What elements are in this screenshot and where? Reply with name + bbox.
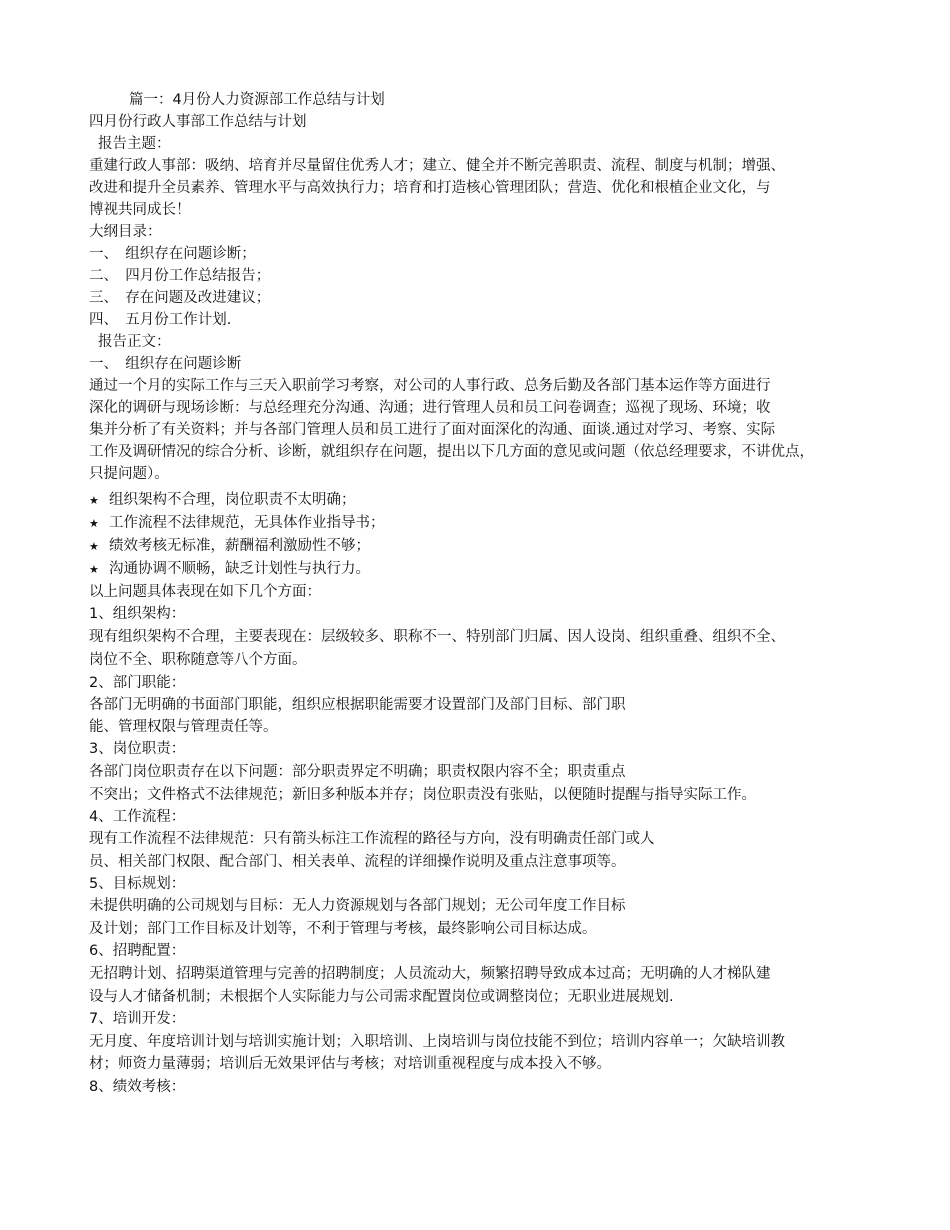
paragraph-line: 不突出；文件格式不法律规范；新旧多种版本并存；岗位职责没有张贴，以便随时提醒与指导实际工作。	[89, 787, 756, 803]
outline-item: 一、 组织存在问题诊断；	[89, 246, 256, 262]
subsection-heading: 1、组织架构：	[89, 606, 186, 622]
paragraph-line: 工作及调研情况的综合分析、诊断，就组织存在问题，提出以下几方面的意见或问题（依总经理要求，不讲优点，	[89, 444, 814, 460]
section-label: 报告主题：	[98, 136, 171, 152]
subsection-heading: 6、招聘配置：	[89, 943, 186, 959]
paragraph-line: 各部门无明确的书面部门职能，组织应根据职能需要才设置部门及部门目标、部门职	[89, 697, 626, 713]
paragraph-line: 及计划；部门工作目标及计划等，不利于管理与考核，最终影响公司目标达成。	[89, 921, 597, 937]
star-bullet-icon: ★	[89, 563, 99, 576]
paragraph-line: 集并分析了有关资料；并与各部门管理人员和员工进行了面对面深化的沟通、面谈.通过对学习、考察、实际	[89, 422, 776, 438]
paragraph-line: 博视共同成长！	[89, 202, 191, 218]
bullet-text: 绩效考核无标准，薪酬福利激励性不够；	[109, 538, 370, 554]
paragraph-line: 材；师资力量薄弱；培训后无效果评估与考核；对培训重视程度与成本投入不够。	[89, 1056, 611, 1072]
outline-item: 三、 存在问题及改进建议；	[89, 290, 271, 306]
paragraph-line: 改进和提升全员素养、管理水平与高效执行力；培育和打造核心管理团队；营造、优化和根植企业文化，与	[89, 180, 771, 196]
paragraph-line: 以上问题具体表现在如下几个方面：	[89, 584, 321, 600]
star-bullet-icon: ★	[89, 540, 99, 553]
report-heading: 四月份行政人事部工作总结与计划	[89, 114, 307, 130]
paragraph-line: 各部门岗位职责存在以下问题：部分职责界定不明确；职责权限内容不全；职责重点	[89, 764, 626, 780]
paragraph-line: 现有组织架构不合理，主要表现在：层级较多、职称不一、特别部门归属、因人设岗、组织重叠、组织不全、	[89, 629, 785, 645]
paragraph-line: 现有工作流程不法律规范：只有箭头标注工作流程的路径与方向，没有明确责任部门或人	[89, 831, 655, 847]
subsection-heading: 3、岗位职责：	[89, 741, 186, 757]
paragraph-line: 设与人才储备机制；未根据个人实际能力与公司需求配置岗位或调整岗位；无职业进展规划.	[89, 989, 674, 1005]
bullet-item	[89, 512, 385, 534]
bullet-text: 组织架构不合理，岗位职责不太明确；	[109, 492, 356, 508]
subsection-heading: 8、绩效考核：	[89, 1079, 186, 1095]
subsection-heading: 7、培训开发：	[89, 1011, 186, 1027]
section-label: 报告正文：	[98, 334, 171, 350]
paragraph-line: 无招聘计划、招聘渠道管理与完善的招聘制度；人员流动大，频繁招聘导致成本过高；无明确的人才梯队建	[89, 966, 771, 982]
paragraph-line: 员、相关部门权限、配合部门、相关表单、流程的详细操作说明及重点注意事项等。	[89, 854, 626, 870]
bullet-text: 工作流程不法律规范，无具体作业指导书；	[109, 515, 385, 531]
paragraph-line: 通过一个月的实际工作与三天入职前学习考察，对公司的人事行政、总务后勤及各部门基本运作等方面进行	[89, 378, 771, 394]
paragraph-line: 深化的调研与现场诊断：与总经理充分沟通、沟通；进行管理人员和员工问卷调查；巡视了现场、环境；收	[89, 400, 771, 416]
bullet-item	[89, 535, 370, 557]
paragraph-line: 无月度、年度培训计划与培训实施计划；入职培训、上岗培训与岗位技能不到位；培训内容单一；欠缺培训教	[89, 1034, 785, 1050]
paragraph-line: 未提供明确的公司规划与目标：无人力资源规划与各部门规划；无公司年度工作目标	[89, 898, 626, 914]
subsection-heading: 2、部门职能：	[89, 675, 186, 691]
outline-item: 四、 五月份工作计划.	[89, 312, 232, 328]
document-title: 篇一：4月份人力资源部工作总结与计划	[129, 92, 385, 108]
paragraph-line: 岗位不全、职称随意等八个方面。	[89, 652, 307, 668]
paragraph-line: 能、管理权限与管理责任等。	[89, 719, 278, 735]
star-bullet-icon: ★	[89, 494, 99, 507]
paragraph-line: 只提问题）。	[89, 466, 169, 482]
paragraph-line: 重建行政人事部：吸纳、培育并尽量留住优秀人才；建立、健全并不断完善职责、流程、制度与机制；增强、	[89, 158, 785, 174]
subsection-heading: 4、工作流程：	[89, 809, 186, 825]
section-heading: 一、 组织存在问题诊断	[89, 356, 242, 372]
bullet-item	[89, 558, 370, 580]
outline-item: 二、 四月份工作总结报告；	[89, 268, 271, 284]
section-label: 大纲目录：	[89, 224, 162, 240]
bullet-item	[89, 489, 356, 511]
subsection-heading: 5、目标规划：	[89, 876, 186, 892]
bullet-text: 沟通协调不顺畅，缺乏计划性与执行力。	[109, 561, 370, 577]
star-bullet-icon: ★	[89, 517, 99, 530]
